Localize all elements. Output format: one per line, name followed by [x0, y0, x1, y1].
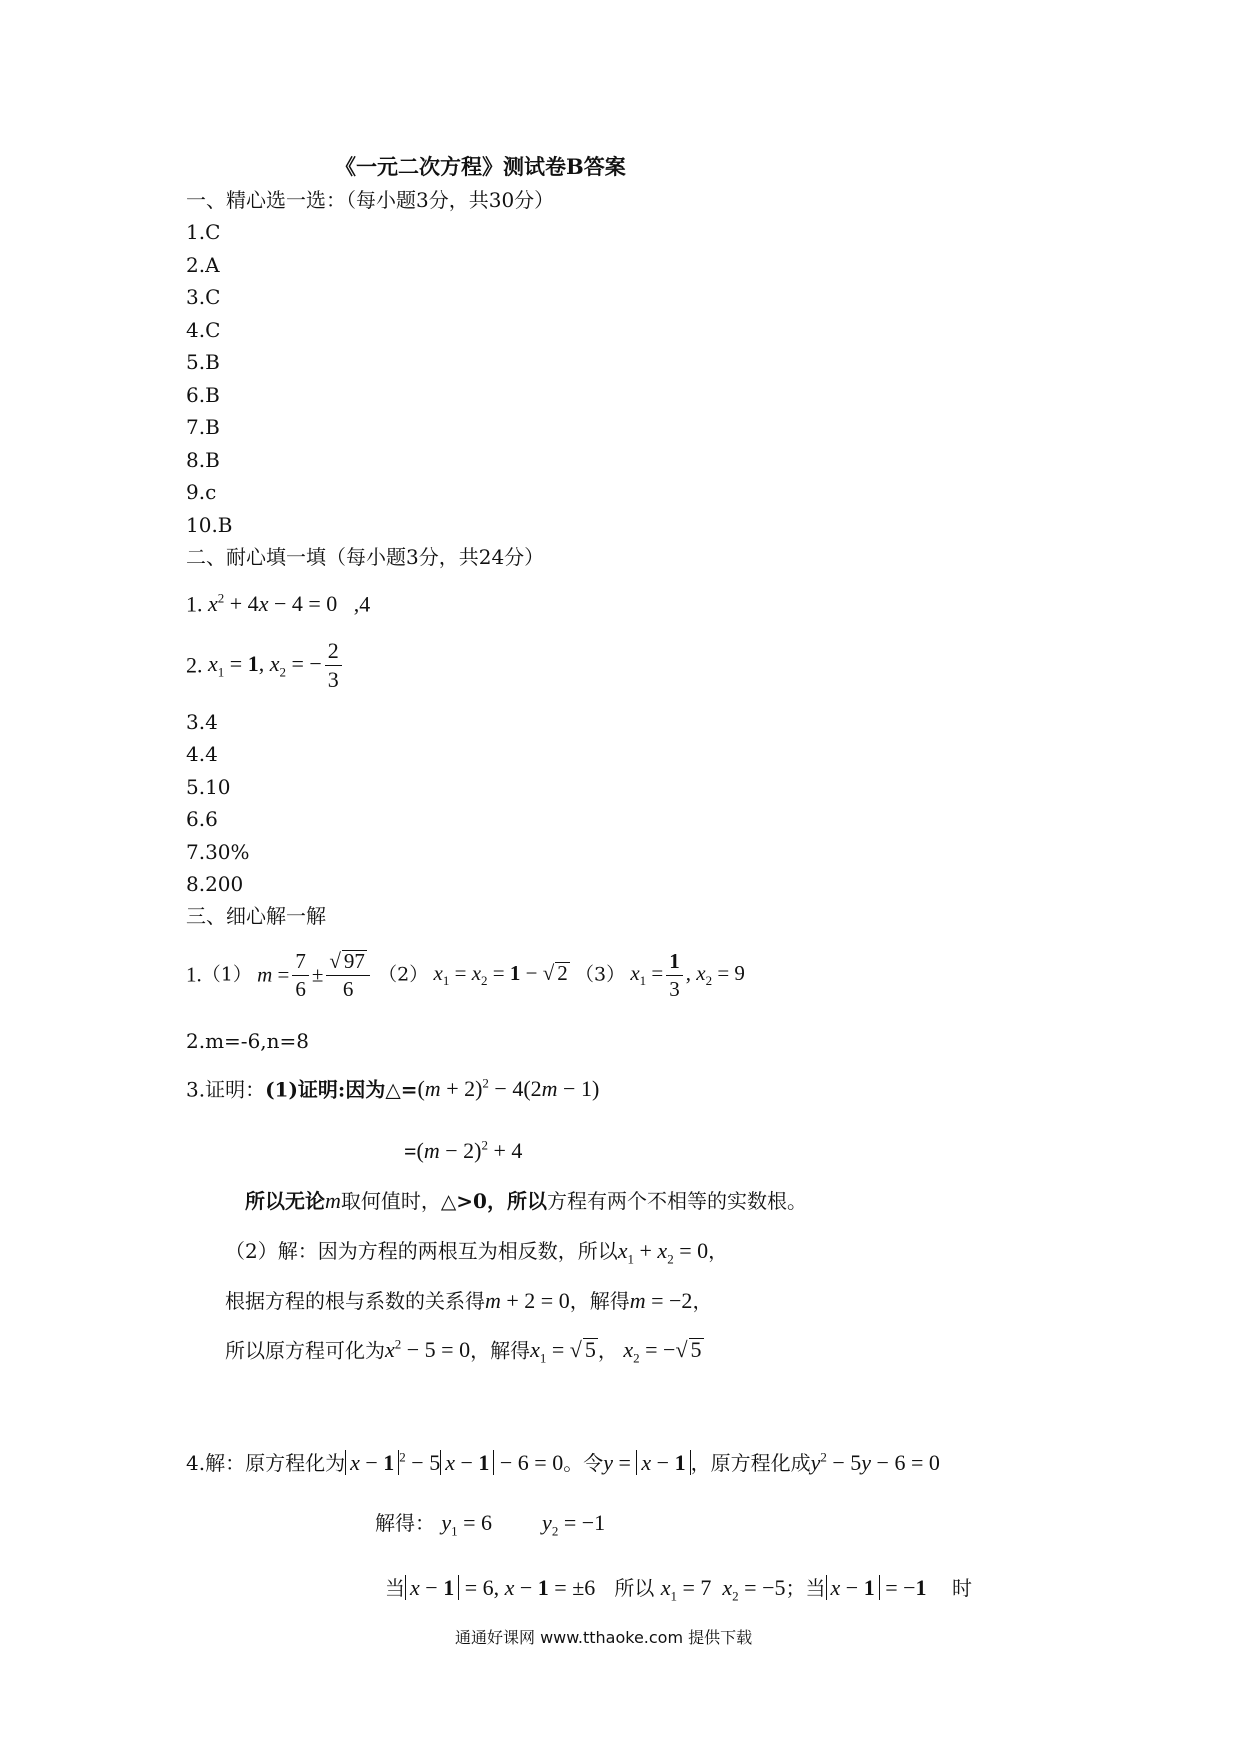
text: ，原方程化成 [690, 1451, 811, 1475]
section1-heading: 一、精心选一选：（每小题3分，共30分） [186, 188, 555, 212]
text: ， [597, 1338, 618, 1363]
equation: $x_1 = 7$ $x_2 = -5$ [660, 1575, 786, 1604]
text: 根据方程的根与系数的关系得 [225, 1289, 485, 1313]
proof-line-2 [404, 1139, 522, 1162]
fill-answer: 5.10 [186, 775, 231, 799]
equation: $y^2 - 5y - 6 = 0$ [810, 1449, 940, 1475]
fill-answer-tail: ,4 [353, 591, 371, 617]
fill-answer-number: 2. [186, 652, 203, 678]
equation: $y_2 = -1$ [542, 1510, 606, 1539]
text: ；当 [785, 1576, 826, 1600]
equation: m = [257, 962, 290, 987]
text: 时 [951, 1576, 972, 1600]
equation: m = −2 [629, 1288, 693, 1313]
part-label: （3） [574, 963, 626, 986]
text: △>0，所以 [440, 1189, 547, 1213]
equation: $(m + 2)^2 - 4(2m - 1)$ [417, 1076, 600, 1102]
equation: y = x − 1 [603, 1450, 690, 1475]
solve-answer-number: 1. [186, 962, 202, 987]
text: 所以无论 [245, 1189, 325, 1213]
choice-answer: 6.B [186, 383, 220, 407]
choice-answer: 8.B [186, 448, 220, 472]
fill-answer: 7.30% [186, 840, 250, 864]
choice-answer: 2.A [186, 253, 220, 277]
fraction: $\frac{√ 97}{6}$ [326, 950, 370, 1000]
equation: $x^2 + 4x - 4 = 0$ [208, 591, 338, 617]
equation: $x_1$ = [630, 960, 664, 989]
solve-answer-2: 2.m=-6,n=8 [186, 1029, 310, 1053]
fill-answer: 8.200 [186, 872, 244, 896]
text: 所以 [614, 1576, 655, 1600]
text: （2）解：因为方程的两根互为相反数，所以 [225, 1239, 618, 1263]
text: ，解得 [470, 1338, 531, 1363]
text: 4.解：原方程化为 [186, 1451, 346, 1475]
proof-lead: (1)证明:因为△= [265, 1077, 418, 1102]
proof-line-3 [245, 1190, 807, 1212]
equation: $x^2 - 5 = 0$ [385, 1337, 471, 1363]
equation: $x_1 + x_2 = 0$ [617, 1238, 709, 1267]
equals-sign: = [404, 1138, 417, 1164]
section3-heading: 三、细心解一解 [186, 904, 326, 928]
text: 解得： [375, 1511, 435, 1535]
equation: $(m - 2)^2 + 4$ [416, 1138, 523, 1164]
text: 所以原方程可化为 [225, 1338, 385, 1363]
fill-answer-1 [186, 592, 370, 615]
proof-line-5 [225, 1290, 712, 1312]
text: ，解得 [569, 1289, 630, 1313]
fraction: $\frac{2}{3}$ [325, 640, 342, 691]
solve-answer-4-line-3 [385, 1575, 972, 1602]
equation: x − 1 $^2$ − 5 x − 1 − 6 = 0 [345, 1450, 563, 1475]
choice-answer: 10.B [186, 513, 233, 537]
text: ， [708, 1239, 729, 1263]
fill-answer: 3.4 [186, 710, 218, 734]
choice-answer: 9.c [186, 480, 217, 504]
choice-answer: 5.B [186, 350, 220, 374]
equation: $x_1 = 1$, $x_2$ = − [208, 650, 322, 680]
fill-answer: 4.4 [186, 742, 218, 766]
proof-number: 3.证明： [186, 1077, 266, 1102]
equation: $x_1$ = √ 5 [530, 1337, 596, 1366]
proof-line-6 [225, 1338, 704, 1365]
solve-answer-4-line-2 [375, 1512, 605, 1537]
proof-line-4 [225, 1240, 728, 1265]
text: 。令 [563, 1451, 604, 1475]
equation: $y_1 = 6$ [441, 1510, 493, 1539]
fill-answer-2 [186, 640, 345, 691]
text: 方程有两个不相等的实数根。 [546, 1189, 807, 1213]
solve-answer-1: 1.（1） m = $\frac{7}{6}$ ± $\frac{√ 97}{6}$ （2） $x_1 = x_2 = 1$ − √ 2 （3） $x_1$ = $\frac{1}{3}$ , $x_2 = 9$ [186, 948, 745, 1001]
text: 当 [385, 1576, 405, 1600]
section2-heading: 二、耐心填一填（每小题3分，共24分） [186, 545, 545, 569]
fill-answer-number: 1. [186, 591, 203, 617]
fraction: $\frac{7}{6}$ [292, 951, 309, 1000]
text: ， [692, 1289, 713, 1313]
choice-answer: 1.C [186, 220, 221, 244]
fraction: $\frac{1}{3}$ [666, 951, 683, 1000]
page-footer: 通通好课网 www.tthaoke.com 提供下载 [455, 1628, 753, 1647]
part-label: （2） [378, 963, 429, 986]
variable: m [325, 1188, 341, 1213]
equation: x − 1 = −1 [826, 1575, 927, 1600]
choice-answer: 4.C [186, 318, 221, 342]
equation: $x_1 = x_2 = 1$ − √ 2 [433, 961, 568, 989]
equation: , $x_2 = 9$ [685, 960, 745, 989]
fill-answer: 6.6 [186, 807, 218, 831]
equation: m + 2 = 0 [485, 1288, 570, 1313]
page-title: 《一元二次方程》测试卷B答案 [335, 154, 626, 179]
solve-answer-4-line-1 [186, 1450, 940, 1475]
choice-answer: 7.B [186, 415, 220, 439]
choice-answer: 3.C [186, 285, 221, 309]
equation: $x_2$ = −√ 5 [623, 1337, 702, 1366]
equation: x − 1 = 6, x − 1 = ±6 [405, 1575, 595, 1600]
text: 取何值时， [340, 1189, 441, 1213]
proof-line-1 [186, 1077, 599, 1100]
part-label: （1） [201, 963, 252, 986]
